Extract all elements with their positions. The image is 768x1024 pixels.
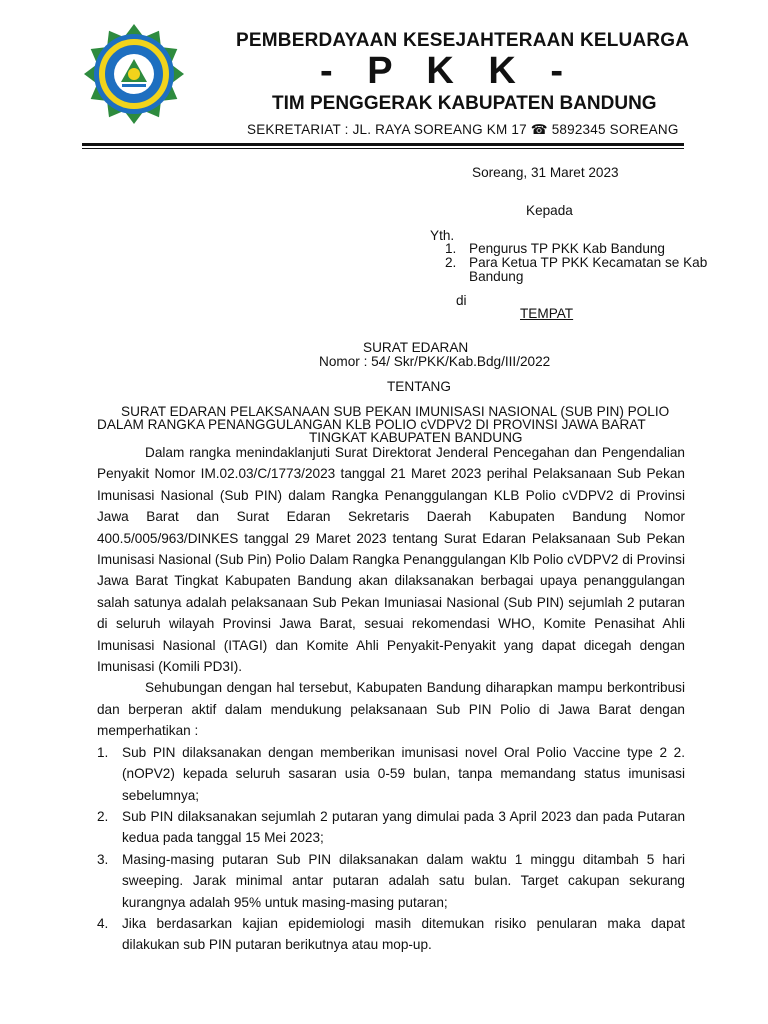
yth-label: Yth.	[430, 228, 455, 243]
letter-body	[97, 442, 685, 956]
list-item-num: 2.	[97, 808, 109, 824]
letterhead-address: SEKRETARIAT : JL. RAYA SOREANG KM 17	[247, 122, 527, 137]
doc-number: Nomor : 54/ Skr/PKK/Kab.Bdg/III/2022	[319, 354, 551, 369]
letterhead-rule-thin	[82, 148, 684, 149]
subject-line-2: DALAM RANGKA PENANGGULANGAN KLB POLIO cVDPV2 DI PROVINSI JAWA BARAT	[97, 417, 646, 432]
recipient-2-num: 2.	[445, 255, 457, 270]
subject-line-1: SURAT EDARAN PELAKSANAAN SUB PEKAN IMUNISASI NASIONAL (SUB PIN) POLIO	[121, 404, 670, 419]
letterhead-phone: 5892345 SOREANG	[551, 122, 679, 137]
paragraph-1: Dalam rangka menindaklanjuti Surat Direktorat Jenderal Pencegahan dan Pengendalian Penyakit Nomor IM.02.03/C/1773/2023 tanggal 21 Maret 2023 perihal Pelaksanaan Sub Pekan Imunisasi Nasional (Sub PIN) dalam Rangka Penanggulangan KLB Polio cVDPV2 di Provinsi Jawa Barat dan Surat Edaran Sekretaris Daerah Kabupaten Bandung Nomor 400.5/005/963/DINKES tanggal 29 Maret 2023 tentang Surat Edaran Pelaksanaan Sub Pekan Imunisasi Nasional (Sub Pin) Polio Dalam Rangka Penanggulangan Klb Polio cVDPV2 di Provinsi Jawa Barat Tingkat Kabupaten Bandung akan dilaksanakan berbagai upaya penanggulangan salah satunya adalah pelaksanaan Sub Pekan Imuniasai Nasional (Sub PIN) sejumlah 2 putaran di seluruh wilayah Provinsi Jawa Barat, sesuai rekomendasi WHO, Komite Penasihat Ahli Imunisasi Nasional (ITAGI) dan Komite Ahli Penyakit-Penyakit yang dapat dicegah dengan Imunisasi (Komili PD3I).	[97, 445, 685, 675]
recipient-1-num: 1.	[445, 241, 457, 256]
letterhead-address-line	[247, 122, 679, 138]
list-item-num: 3.	[97, 851, 109, 867]
recipient-1: Pengurus TP PKK Kab Bandung	[469, 241, 665, 256]
place-date: Soreang, 31 Maret 2023	[472, 165, 619, 180]
list-item-text: Sub PIN dilaksanakan dengan memberikan imunisasi novel Oral Polio Vaccine type 2 2. (nOPV2) kepada seluruh sasaran usia 0-59 bulan, tanpa memandang status imunisasi sebelumnya;	[122, 744, 685, 803]
pkk-logo	[82, 22, 186, 126]
to-label: Kepada	[526, 203, 573, 218]
list-item-num: 4.	[97, 915, 109, 931]
recipient-2-cont: Bandung	[469, 269, 524, 284]
phone-icon: ☎	[530, 122, 548, 137]
letterhead-team: TIM PENGGERAK KABUPATEN BANDUNG	[272, 93, 657, 114]
subject-line-3: TINGKAT KABUPATEN BANDUNG	[309, 430, 523, 445]
points-list	[97, 742, 685, 956]
list-item-num: 1.	[97, 744, 109, 760]
di-label: di	[456, 293, 467, 308]
list-item	[97, 913, 685, 956]
tentang-label: TENTANG	[387, 379, 451, 394]
list-item-text: Masing-masing putaran Sub PIN dilaksanakan dalam waktu 1 minggu ditambah 5 hari sweeping. Jarak minimal antar putaran adalah satu bulan. Target cakupan sekurang kurangnya adalah 95% untuk masing-masing putaran;	[122, 851, 685, 910]
paragraph-2: Sehubungan dengan hal tersebut, Kabupaten Bandung diharapkan mampu berkontribusi dan berperan aktif dalam mendukung pelaksanaan Sub PIN Polio di Jawa Barat dengan memperhatikan :	[97, 680, 685, 739]
letterhead-rule-thick	[82, 143, 684, 146]
list-item	[97, 742, 685, 806]
list-item-text: Jika berdasarkan kajian epidemiologi masih ditemukan risiko penularan maka dapat dilakukan sub PIN putaran berikutnya atau mop-up.	[122, 915, 685, 953]
letterhead-org-line: PEMBERDAYAAN KESEJAHTERAAN KELUARGA	[236, 30, 690, 51]
recipient-2: Para Ketua TP PKK Kecamatan se Kab	[469, 255, 708, 270]
list-item	[97, 806, 685, 849]
doc-title: SURAT EDARAN	[363, 340, 469, 355]
list-item	[97, 849, 685, 913]
tempat-label: TEMPAT	[520, 306, 574, 321]
letterhead-acronym: - P K K -	[320, 50, 576, 92]
list-item-text: Sub PIN dilaksanakan sejumlah 2 putaran yang dimulai pada 3 April 2023 dan pada Putaran kedua pada tanggal 15 Mei 2023;	[122, 808, 685, 846]
